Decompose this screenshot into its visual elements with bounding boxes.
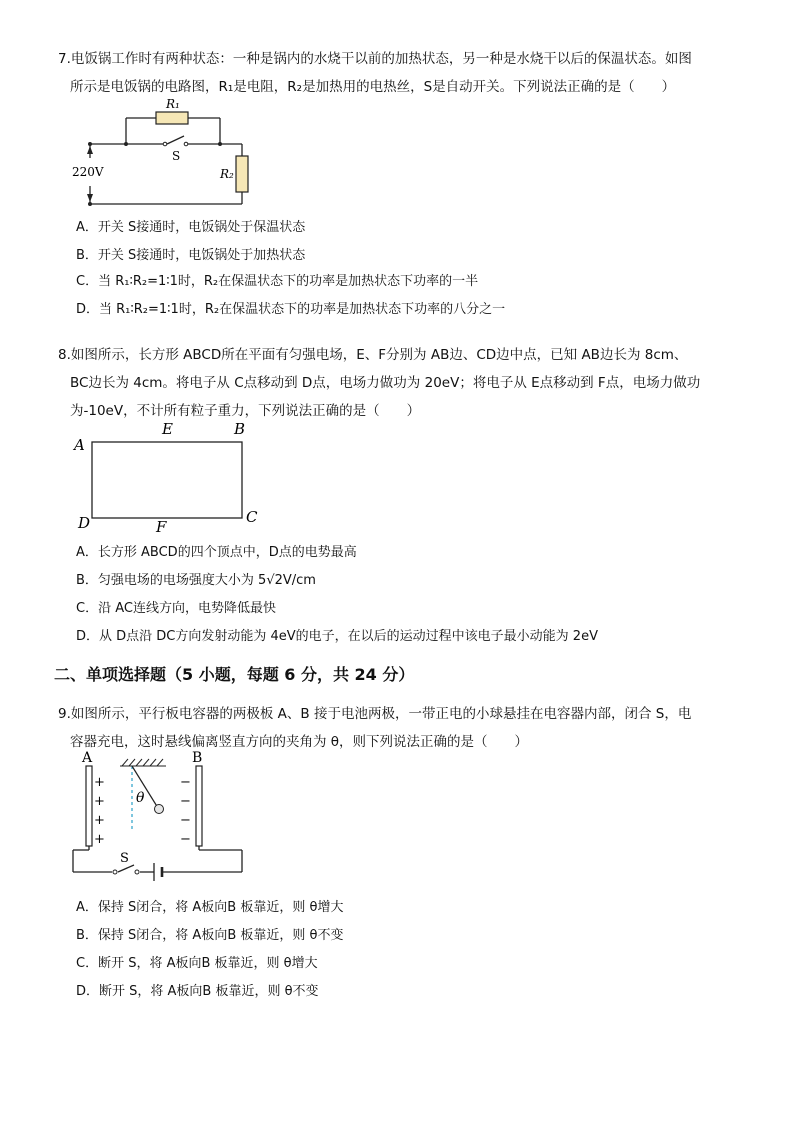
switch-label: S bbox=[120, 851, 129, 866]
label-e: E bbox=[162, 420, 173, 438]
r2-label: R₂ bbox=[220, 167, 234, 181]
voltage-label: 220V bbox=[72, 165, 104, 179]
plus-sign: + bbox=[94, 775, 105, 790]
q8-rectangle-diagram bbox=[70, 416, 270, 540]
q8-stem-line2: BC边长为 4cm。将电子从 C点移动到 D点，电场力做功为 20eV；将电子从 E点移动到 F点，电场力做功 bbox=[70, 375, 701, 391]
q8-option-b: B．匀强电场的电场强度大小为 5√2V/cm bbox=[76, 573, 316, 588]
q7-option-d: D．当 R₁∶R₂=1∶1时，R₂在保温状态下的功率是加热状态下功率的八分之一 bbox=[76, 302, 506, 317]
label-b: B bbox=[234, 420, 246, 438]
minus-sign: − bbox=[180, 832, 191, 847]
r1-resistor bbox=[156, 112, 188, 124]
r1-label: R₁ bbox=[166, 97, 180, 111]
q9-stem-line2: 容器充电，这时悬线偏离竖直方向的夹角为 θ，则下列说法正确的是（ ） bbox=[70, 734, 529, 750]
q8-option-a: A．长方形 ABCD的四个顶点中，D点的电势最高 bbox=[76, 545, 357, 560]
plate-a-label: A bbox=[82, 750, 93, 766]
q8-option-c: C．沿 AC连线方向，电势降低最快 bbox=[76, 601, 276, 616]
q7-circuit-diagram bbox=[70, 94, 270, 210]
charged-ball bbox=[155, 805, 164, 814]
plus-sign: + bbox=[94, 813, 105, 828]
q9-option-a: A．保持 S闭合，将 A板向B 板靠近，则 θ增大 bbox=[76, 900, 344, 915]
q7-option-b: B．开关 S接通时，电饭锅处于加热状态 bbox=[76, 248, 306, 263]
q9-option-c: C．断开 S，将 A板向B 板靠近，则 θ增大 bbox=[76, 956, 318, 971]
switch-label: S bbox=[172, 149, 181, 163]
minus-sign: − bbox=[180, 775, 191, 790]
plate-b bbox=[196, 766, 202, 846]
minus-sign: − bbox=[180, 794, 191, 809]
plate-b-label: B bbox=[192, 750, 203, 766]
label-f: F bbox=[156, 518, 167, 536]
theta-label: θ bbox=[136, 790, 145, 806]
q7-option-c: C．当 R₁∶R₂=1∶1时，R₂在保温状态下的功率是加热状态下功率的一半 bbox=[76, 274, 479, 289]
q9-capacitor-diagram bbox=[70, 746, 250, 888]
plus-sign: + bbox=[94, 794, 105, 809]
q8-option-d: D．从 D点沿 DC方向发射动能为 4eV的电子，在以后的运动过程中该电子最小动能为 2eV bbox=[76, 629, 598, 644]
q7-option-a: A．开关 S接通时，电饭锅处于保温状态 bbox=[76, 220, 306, 235]
label-d: D bbox=[78, 514, 91, 532]
q9-stem-line1: 9.如图所示，平行板电容器的两极板 A、B 接于电池两极，一带正电的小球悬挂在电容器内部，闭合 S，电 bbox=[58, 706, 692, 722]
label-a: A bbox=[74, 436, 85, 454]
q9-option-d: D．断开 S，将 A板向B 板靠近，则 θ不变 bbox=[76, 984, 319, 999]
plus-sign: + bbox=[94, 832, 105, 847]
minus-sign: − bbox=[180, 813, 191, 828]
label-c: C bbox=[246, 508, 258, 526]
q7-stem-line1: 7.电饭锅工作时有两种状态：一种是锅内的水烧干以前的加热状态，另一种是水烧干以后的保温状态。如图 bbox=[58, 51, 692, 67]
rectangle-abcd bbox=[92, 442, 242, 518]
q9-option-b: B．保持 S闭合，将 A板向B 板靠近，则 θ不变 bbox=[76, 928, 344, 943]
q8-stem-line1: 8.如图所示，长方形 ABCD所在平面有匀强电场，E、F分别为 AB边、CD边中点，已知 AB边长为 8cm、 bbox=[58, 347, 688, 363]
q8-stem-line3: 为-10eV，不计所有粒子重力，下列说法正确的是（ ） bbox=[70, 403, 421, 419]
r2-resistor bbox=[236, 156, 248, 192]
q7-stem-line2: 所示是电饭锅的电路图，R₁是电阻，R₂是加热用的电热丝，S是自动开关。下列说法正确的是（ ） bbox=[70, 79, 676, 95]
section-heading: 二、单项选择题（5 小题，每题 6 分，共 24 分） bbox=[54, 665, 415, 684]
plate-a bbox=[86, 766, 92, 846]
